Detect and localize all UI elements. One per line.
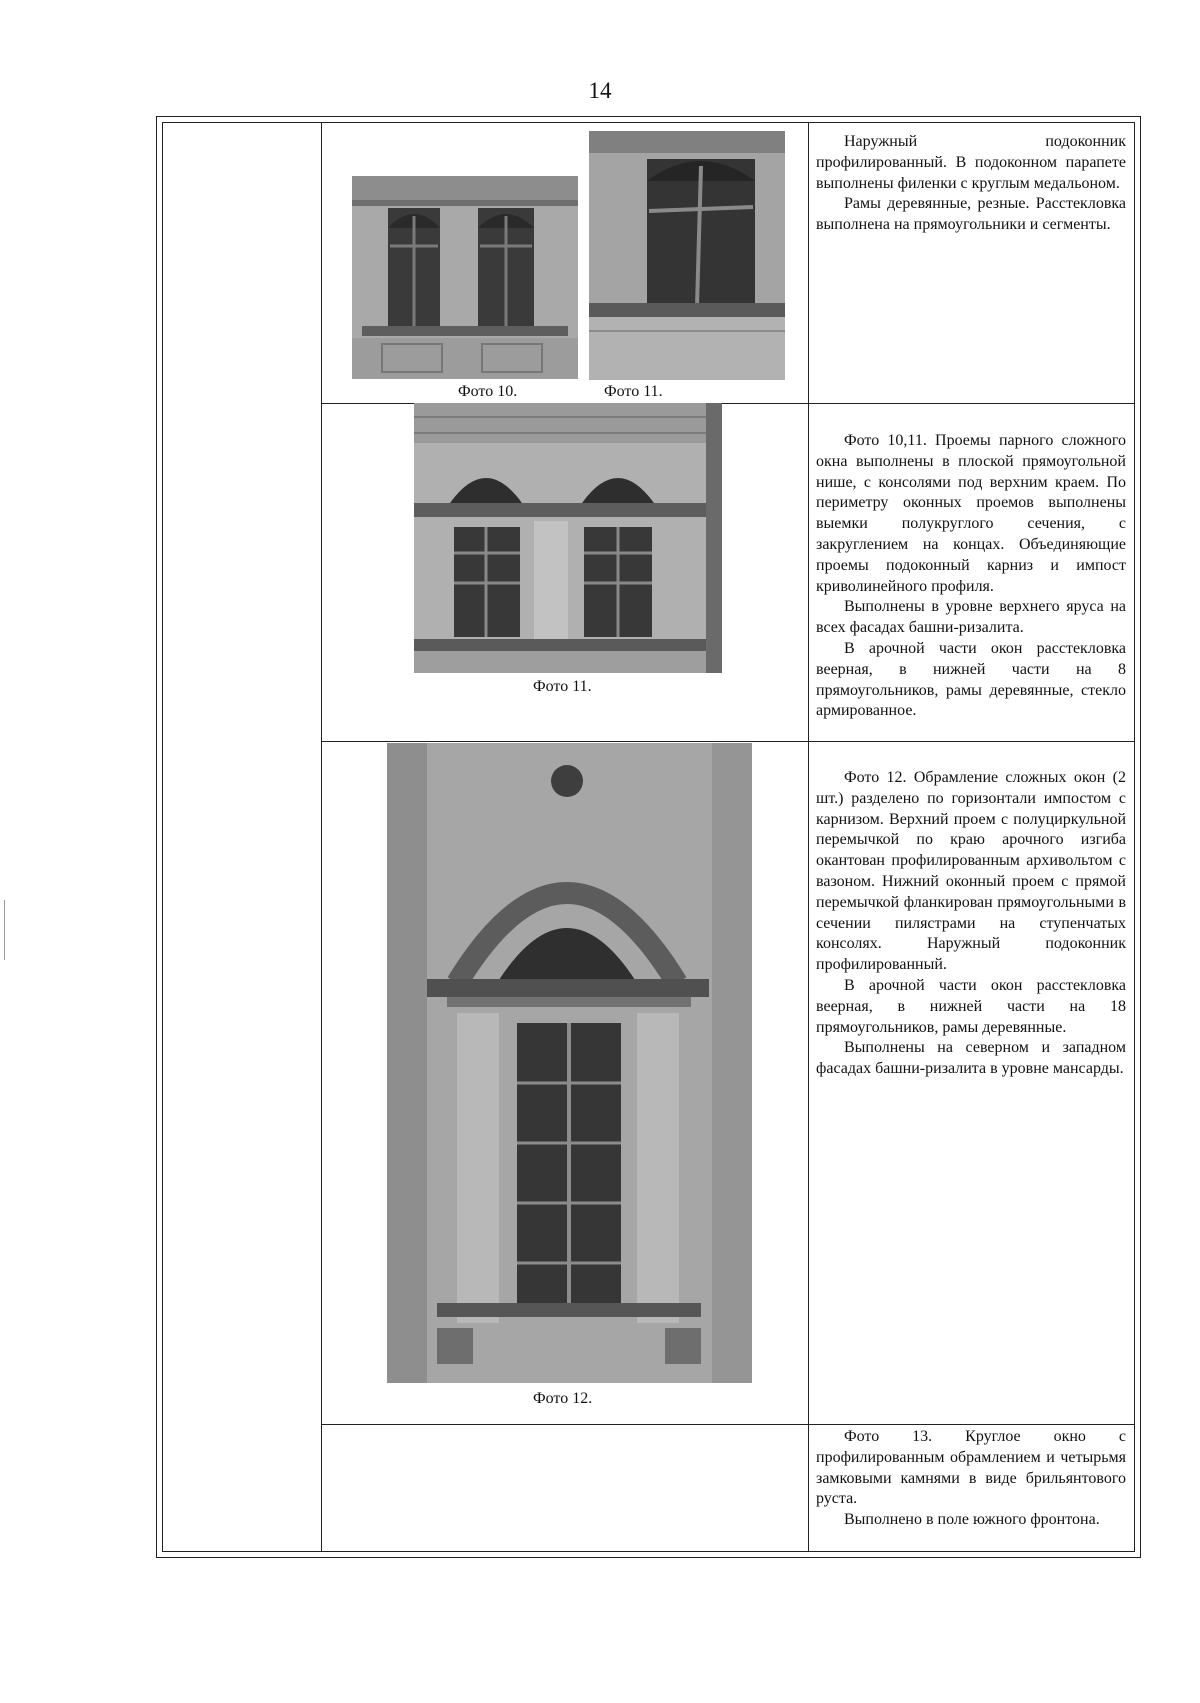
photo-caption: Фото 10.	[458, 383, 518, 400]
paragraph: Наружный подоконник профилированный. В подоконном парапете выполнены филенки с круглым медальоном.	[816, 133, 1126, 192]
description-row-1	[816, 132, 1126, 236]
paragraph: Фото 12. Обрамление сложных окон (2 шт.) разделено по горизонтали импостом с карнизом. Верхний проем с полуциркульной перемычкой по краю арочного изгиба окантован профилированным архивольтом с вазоном. Нижний оконный проем с прямой перемычкой фланкирован прямоугольными в сечении пилястрами на ступенчатых консолях. Наружный подоконник профилированный.	[816, 769, 1126, 974]
page-number: 14	[588, 78, 612, 103]
paragraph: Рамы деревянные, резные. Расстекловка выполнена на прямоугольники и сегменты.	[816, 195, 1126, 234]
photo-caption: Фото 11.	[604, 383, 663, 400]
paragraph: В арочной части окон расстекловка веерная, в нижней части на 8 прямоугольников, рамы деревянные, стекло армированное.	[816, 639, 1126, 720]
photo-11-window	[589, 131, 785, 380]
description-row-3	[816, 768, 1126, 1080]
photo-caption: Фото 12.	[533, 1390, 593, 1407]
column-divider-left	[321, 122, 322, 1552]
photo-12-complex-window	[387, 743, 752, 1383]
paragraph: Выполнены в уровне верхнего яруса на всех фасадах башни-ризалита.	[816, 598, 1126, 637]
column-divider-right	[808, 122, 809, 1552]
paragraph: Фото 10,11. Проемы парного сложного окна выполнены в плоской прямоугольной нише, с консолями под верхним краем. По периметру оконных проемов выполнены выемки полукруглого сечения, с закруглением на концах. Объединяющие проемы подоконный карниз и импост криволинейного профиля.	[816, 432, 1126, 595]
row-divider-3	[321, 1424, 1135, 1425]
photo-11-paired-window	[414, 403, 722, 673]
photo-10-window	[352, 176, 578, 379]
margin-mark	[4, 900, 5, 960]
paragraph: Выполнено в поле южного фронтона.	[844, 1511, 1100, 1529]
paragraph: Выполнены на северном и западном фасадах башни-ризалита в уровне мансарды.	[816, 1039, 1126, 1078]
photo-caption: Фото 11.	[533, 678, 592, 695]
paragraph: Фото 13. Круглое окно с профилированным обрамлением и четырьмя замковыми камнями в виде брильянтового руста.	[816, 1428, 1126, 1508]
description-row-2	[816, 431, 1126, 722]
row-divider-2	[321, 741, 1135, 742]
paragraph: В арочной части окон расстекловка веерная, в нижней части на 18 прямоугольников, рамы деревянные.	[816, 976, 1126, 1036]
description-row-4	[816, 1427, 1126, 1531]
